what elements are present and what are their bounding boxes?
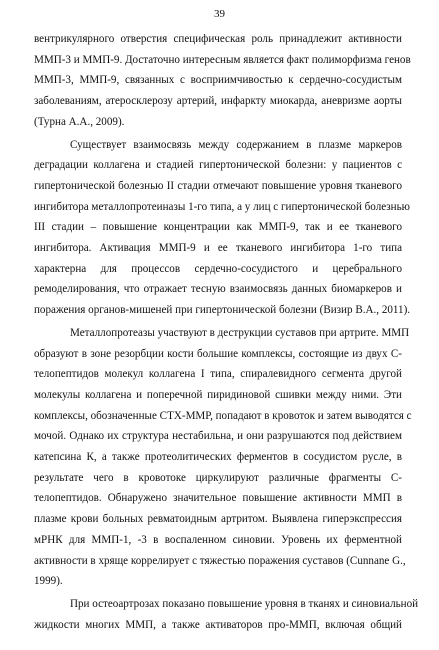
text-line: образуют в зоне резорбции кости большие комплексы, состоящие из двух С- <box>34 347 402 360</box>
text-line: III стадии – повышение концентрации как ММП-9, так и ее тканевого <box>34 221 402 234</box>
text-line: При остеоартрозах показано повышение уровня в тканях и синовиальной <box>70 597 419 610</box>
text-line: (Турна А.А., 2009). <box>34 115 125 128</box>
text-line: ремоделирования, что отражает тесную взаимосвязь данных биомаркеров и <box>34 283 402 296</box>
text-line: гипертонической болезнью II стадии отмечают повышение уровня тканевого <box>34 179 402 192</box>
text-line: ингибитора. Активация ММП-9 и ее тканевого ингибитора 1-го типа <box>34 242 402 254</box>
text-line: Существует взаимосвязь между содержанием в плазме маркеров <box>70 138 402 151</box>
text-line: результате чего в кровотоке циркулируют различные фрагменты С- <box>34 471 402 484</box>
text-line: ММП-3, ММП-9, связанных с восприимчивостью к сердечно-сосудистым <box>34 74 402 87</box>
text-line: характерна для процессов сердечно-сосудистого и церебрального <box>34 262 402 275</box>
text-line: Металлопротеазы участвуют в деструкции суставов при артрите. ММП <box>70 326 410 339</box>
text-line: телопептидов. Обнаружено значительное повышение активности ММП в <box>34 492 402 505</box>
text-line: мочой. Однако их структура нестабильна, и они разрушаются под действием <box>34 430 402 443</box>
text-line: жидкости многих ММП, а также активаторов про-ММП, включая общий <box>34 618 402 631</box>
text-line: заболеваниям, атеросклерозу артерий, инфаркту миокарда, аневризме аорты <box>34 95 402 108</box>
text-line: вентрикулярного отверстия специфическая роль принадлежит активности <box>34 33 402 45</box>
text-line: 1999). <box>34 575 63 588</box>
text-line: комплексы, обозначенные СТХ-ММР, попадают в кровоток и затем выводятся с <box>34 409 412 422</box>
text-line: телопептидов молекул коллагена I типа, спиралевидного сегмента другой <box>34 368 402 381</box>
text-line: плазме крови больных ревматоидным артритом. Выявлена гиперэкспрессия <box>34 513 402 526</box>
text-line: деградации коллагена и стадией гипертонической болезни: у пациентов с <box>34 159 402 172</box>
text-line: активности в хряще коррелирует с тяжестью поражения суставов (Cunnane G., <box>34 554 406 567</box>
text-line: ингибитора металлопротеиназы 1-го типа, а у лиц с гипертонической болезнью <box>34 200 410 213</box>
page-number: 39 <box>214 8 225 20</box>
text-line: ММП-3 и ММП-9. Достаточно интересным является факт полиморфизма генов <box>34 53 411 66</box>
text-line: молекулы коллагена и поперечной пиридиновой сшивки между ними. Эти <box>34 388 402 401</box>
text-line: катепсина К, а также протеолитических ферментов в сосудистом русле, в <box>34 451 402 463</box>
text-line: мРНК для ММП-1, -3 в воспаленном синовии. Уровень их ферментной <box>34 533 402 546</box>
text-line: поражения органов-мишеней при гипертонической болезни (Визир В.А., 2011). <box>34 304 411 317</box>
